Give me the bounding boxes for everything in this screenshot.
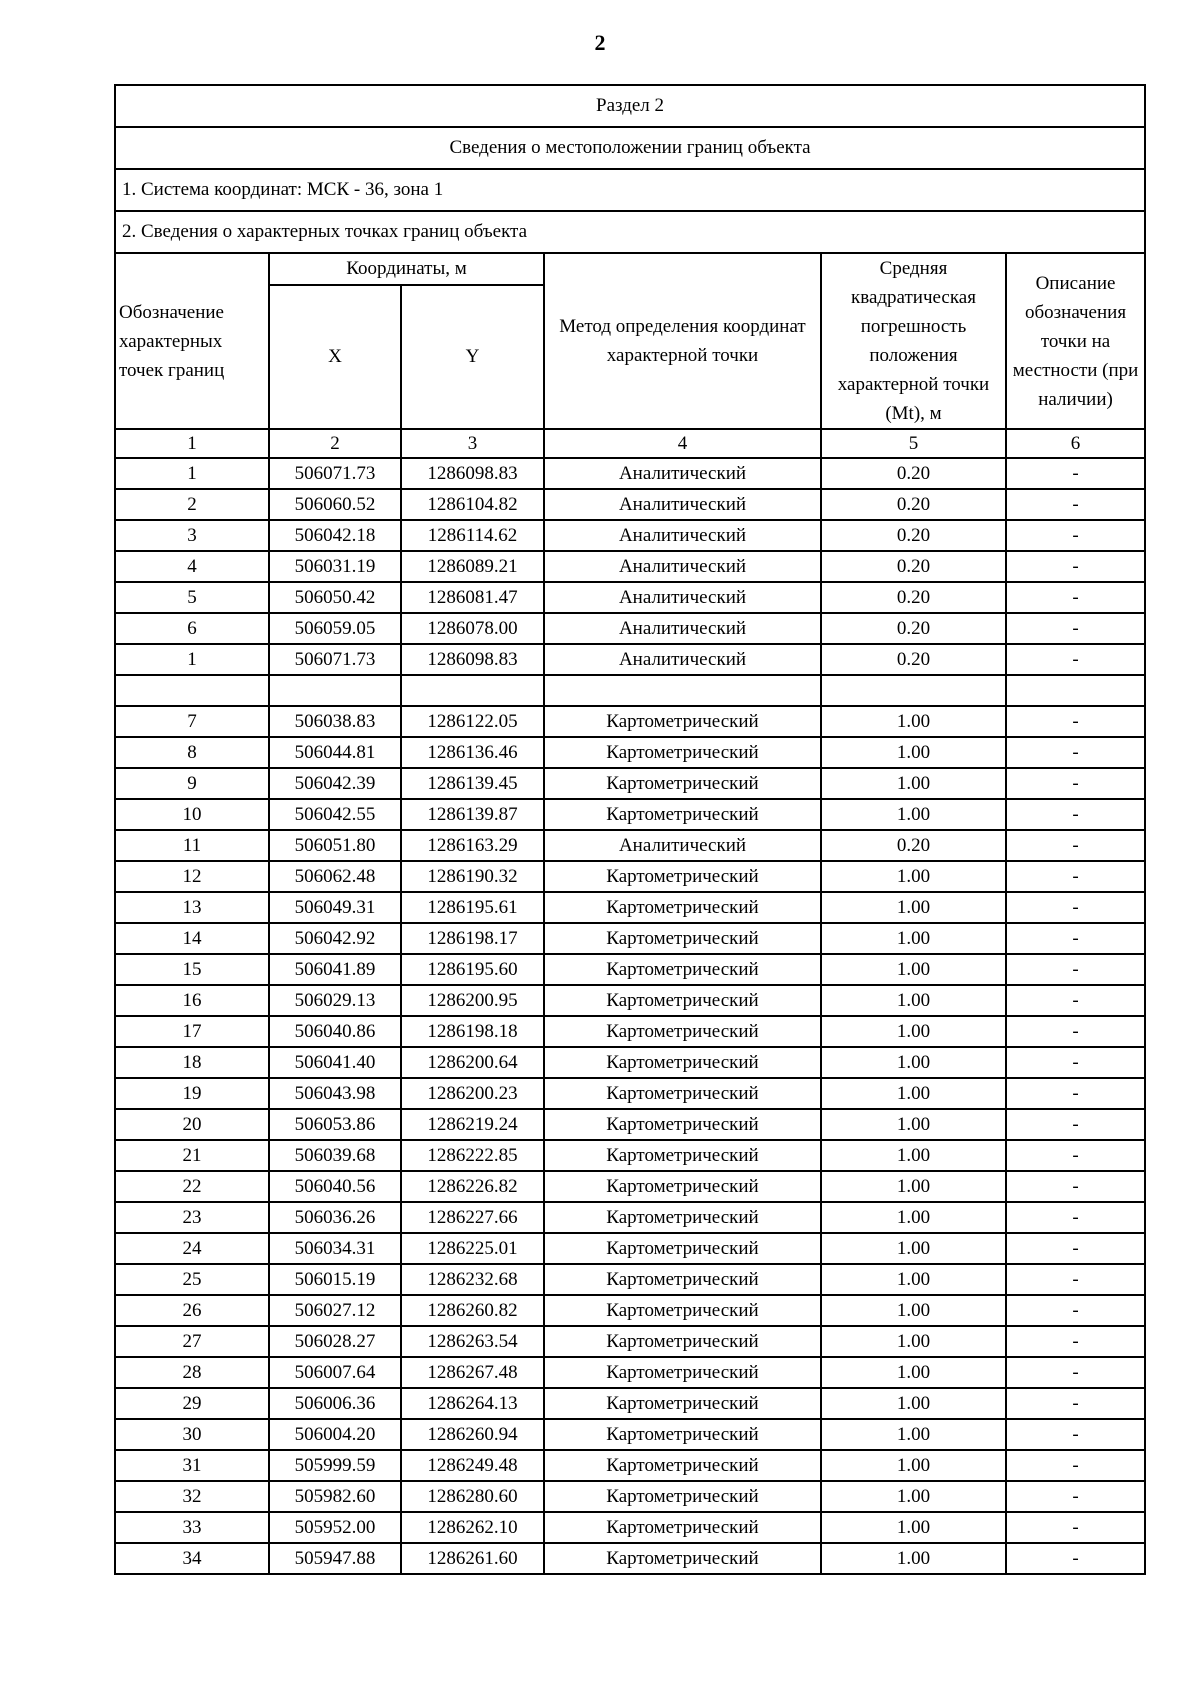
- x-cell: 506031.19: [269, 551, 401, 582]
- description-cell: -: [1006, 582, 1145, 613]
- method-cell: Картометрический: [544, 1202, 821, 1233]
- x-cell: 506042.18: [269, 520, 401, 551]
- point-number-cell: 23: [115, 1202, 269, 1233]
- x-cell: 506029.13: [269, 985, 401, 1016]
- method-cell: Картометрический: [544, 737, 821, 768]
- point-number-cell: 6: [115, 613, 269, 644]
- table-row: [115, 1171, 1145, 1202]
- y-cell: 1286114.62: [401, 520, 544, 551]
- description-cell: -: [1006, 954, 1145, 985]
- x-cell: 506040.86: [269, 1016, 401, 1047]
- error-cell: 0.20: [821, 613, 1006, 644]
- x-cell: 506007.64: [269, 1357, 401, 1388]
- error-cell: 1.00: [821, 1264, 1006, 1295]
- table-row: [115, 1202, 1145, 1233]
- point-number-cell: 16: [115, 985, 269, 1016]
- subsection-title: Сведения о местоположении границ объекта: [115, 127, 1145, 169]
- point-number-cell: 17: [115, 1016, 269, 1047]
- point-number-cell: 30: [115, 1419, 269, 1450]
- table-row: [115, 458, 1145, 489]
- description-cell: -: [1006, 520, 1145, 551]
- error-cell: 0.20: [821, 644, 1006, 675]
- y-cell: 1286089.21: [401, 551, 544, 582]
- point-number-cell: 20: [115, 1109, 269, 1140]
- description-cell: -: [1006, 1233, 1145, 1264]
- y-cell: 1286081.47: [401, 582, 544, 613]
- y-cell: 1286249.48: [401, 1450, 544, 1481]
- x-cell: 506039.68: [269, 1140, 401, 1171]
- y-cell: 1286226.82: [401, 1171, 544, 1202]
- error-cell: 1.00: [821, 1357, 1006, 1388]
- x-cell: 505999.59: [269, 1450, 401, 1481]
- point-number-cell: 28: [115, 1357, 269, 1388]
- description-cell: -: [1006, 985, 1145, 1016]
- y-cell: 1286104.82: [401, 489, 544, 520]
- x-cell: 506041.89: [269, 954, 401, 985]
- description-cell: -: [1006, 1264, 1145, 1295]
- point-number-cell: 26: [115, 1295, 269, 1326]
- method-cell: Картометрический: [544, 954, 821, 985]
- point-number-cell: 14: [115, 923, 269, 954]
- method-cell: Аналитический: [544, 644, 821, 675]
- table-row: [115, 799, 1145, 830]
- error-cell: 1.00: [821, 1233, 1006, 1264]
- table-row: [115, 706, 1145, 737]
- table-row: [115, 1450, 1145, 1481]
- error-cell: 1.00: [821, 737, 1006, 768]
- point-number-cell: 18: [115, 1047, 269, 1078]
- method-cell: Картометрический: [544, 1357, 821, 1388]
- description-cell: -: [1006, 1357, 1145, 1388]
- description-cell: -: [1006, 458, 1145, 489]
- column-number: 6: [1006, 429, 1145, 458]
- description-cell: -: [1006, 1140, 1145, 1171]
- error-cell: 1.00: [821, 706, 1006, 737]
- description-cell: -: [1006, 1295, 1145, 1326]
- x-cell: 506060.52: [269, 489, 401, 520]
- method-cell: Аналитический: [544, 613, 821, 644]
- description-cell: -: [1006, 830, 1145, 861]
- method-cell: Картометрический: [544, 1264, 821, 1295]
- description-cell: -: [1006, 1016, 1145, 1047]
- y-cell: 1286260.94: [401, 1419, 544, 1450]
- description-cell: -: [1006, 1388, 1145, 1419]
- point-number-cell: 1: [115, 644, 269, 675]
- y-cell: 1286200.95: [401, 985, 544, 1016]
- y-cell: 1286139.87: [401, 799, 544, 830]
- method-cell: Картометрический: [544, 861, 821, 892]
- method-cell: Картометрический: [544, 892, 821, 923]
- table-row: [115, 520, 1145, 551]
- x-cell: 506041.40: [269, 1047, 401, 1078]
- table-row: [115, 1543, 1145, 1574]
- empty-cell: [1006, 675, 1145, 706]
- description-cell: -: [1006, 768, 1145, 799]
- point-number-cell: 5: [115, 582, 269, 613]
- x-cell: 506043.98: [269, 1078, 401, 1109]
- description-cell: -: [1006, 1512, 1145, 1543]
- error-cell: 1.00: [821, 1450, 1006, 1481]
- description-cell: -: [1006, 799, 1145, 830]
- y-cell: 1286267.48: [401, 1357, 544, 1388]
- point-number-cell: 32: [115, 1481, 269, 1512]
- error-cell: 1.00: [821, 1512, 1006, 1543]
- description-cell: -: [1006, 1078, 1145, 1109]
- y-cell: 1286263.54: [401, 1326, 544, 1357]
- header-coords: Координаты, м: [269, 253, 544, 285]
- error-cell: 1.00: [821, 1171, 1006, 1202]
- table-row: [115, 923, 1145, 954]
- y-cell: 1286098.83: [401, 644, 544, 675]
- method-cell: Картометрический: [544, 923, 821, 954]
- method-cell: Картометрический: [544, 1450, 821, 1481]
- method-cell: Картометрический: [544, 985, 821, 1016]
- x-cell: 506053.86: [269, 1109, 401, 1140]
- header-description: Описание обозначения точки на местности (при наличии): [1006, 253, 1145, 429]
- error-cell: 1.00: [821, 1016, 1006, 1047]
- point-number-cell: 31: [115, 1450, 269, 1481]
- description-cell: -: [1006, 737, 1145, 768]
- coord-system: 1. Система координат: МСК - 36, зона 1: [115, 169, 1145, 211]
- point-number-cell: 21: [115, 1140, 269, 1171]
- x-cell: 506040.56: [269, 1171, 401, 1202]
- method-cell: Картометрический: [544, 768, 821, 799]
- description-cell: -: [1006, 489, 1145, 520]
- error-cell: 1.00: [821, 1202, 1006, 1233]
- point-number-cell: 19: [115, 1078, 269, 1109]
- x-cell: 506004.20: [269, 1419, 401, 1450]
- error-cell: 1.00: [821, 1140, 1006, 1171]
- header-designation: Обозначение характерных точек границ: [115, 253, 269, 429]
- error-cell: 1.00: [821, 799, 1006, 830]
- description-cell: -: [1006, 1450, 1145, 1481]
- empty-cell: [544, 675, 821, 706]
- error-cell: 1.00: [821, 1295, 1006, 1326]
- description-cell: -: [1006, 644, 1145, 675]
- method-cell: Картометрический: [544, 1140, 821, 1171]
- description-cell: -: [1006, 1047, 1145, 1078]
- description-cell: -: [1006, 613, 1145, 644]
- method-cell: Картометрический: [544, 1047, 821, 1078]
- x-cell: 506036.26: [269, 1202, 401, 1233]
- error-cell: 1.00: [821, 985, 1006, 1016]
- table-row: [115, 892, 1145, 923]
- empty-cell: [115, 675, 269, 706]
- error-cell: 1.00: [821, 1481, 1006, 1512]
- point-number-cell: 3: [115, 520, 269, 551]
- column-number: 3: [401, 429, 544, 458]
- point-number-cell: 25: [115, 1264, 269, 1295]
- boundary-points-table: [114, 84, 1146, 1575]
- table-row: [115, 1233, 1145, 1264]
- page-number: 2: [594, 30, 606, 55]
- method-cell: Картометрический: [544, 1233, 821, 1264]
- y-cell: 1286163.29: [401, 830, 544, 861]
- table-row: [115, 954, 1145, 985]
- point-number-cell: 7: [115, 706, 269, 737]
- error-cell: 1.00: [821, 1047, 1006, 1078]
- x-cell: 506027.12: [269, 1295, 401, 1326]
- table-row: [115, 861, 1145, 892]
- description-cell: -: [1006, 892, 1145, 923]
- x-cell: 505982.60: [269, 1481, 401, 1512]
- method-cell: Аналитический: [544, 551, 821, 582]
- y-cell: 1286225.01: [401, 1233, 544, 1264]
- table-row: [115, 830, 1145, 861]
- header-method: Метод определения координат характерной точки: [544, 253, 821, 429]
- x-cell: 506042.55: [269, 799, 401, 830]
- description-cell: -: [1006, 1171, 1145, 1202]
- point-number-cell: 24: [115, 1233, 269, 1264]
- section-title: Раздел 2: [115, 85, 1145, 127]
- x-cell: 505952.00: [269, 1512, 401, 1543]
- description-cell: -: [1006, 1419, 1145, 1450]
- x-cell: 506049.31: [269, 892, 401, 923]
- y-cell: 1286232.68: [401, 1264, 544, 1295]
- method-cell: Картометрический: [544, 1016, 821, 1047]
- description-cell: -: [1006, 706, 1145, 737]
- method-cell: Картометрический: [544, 1171, 821, 1202]
- description-cell: -: [1006, 1481, 1145, 1512]
- y-cell: 1286219.24: [401, 1109, 544, 1140]
- x-cell: 506071.73: [269, 458, 401, 489]
- point-number-cell: 8: [115, 737, 269, 768]
- x-cell: 506015.19: [269, 1264, 401, 1295]
- table-row: [115, 1140, 1145, 1171]
- table-row: [115, 1078, 1145, 1109]
- x-cell: 506062.48: [269, 861, 401, 892]
- point-number-cell: 22: [115, 1171, 269, 1202]
- header-y: Y: [401, 285, 544, 429]
- method-cell: Картометрический: [544, 1543, 821, 1574]
- method-cell: Картометрический: [544, 1388, 821, 1419]
- method-cell: Картометрический: [544, 1295, 821, 1326]
- error-cell: 1.00: [821, 1543, 1006, 1574]
- description-cell: -: [1006, 861, 1145, 892]
- y-cell: 1286280.60: [401, 1481, 544, 1512]
- table-body: [115, 458, 1145, 1574]
- points-heading: 2. Сведения о характерных точках границ объекта: [115, 211, 1145, 253]
- header-x: X: [269, 285, 401, 429]
- point-number-cell: 13: [115, 892, 269, 923]
- point-number-cell: 15: [115, 954, 269, 985]
- point-number-cell: 4: [115, 551, 269, 582]
- method-cell: Картометрический: [544, 1481, 821, 1512]
- x-cell: 506051.80: [269, 830, 401, 861]
- y-cell: 1286195.60: [401, 954, 544, 985]
- y-cell: 1286261.60: [401, 1543, 544, 1574]
- method-cell: Картометрический: [544, 706, 821, 737]
- table-row: [115, 1512, 1145, 1543]
- point-number-cell: 9: [115, 768, 269, 799]
- y-cell: 1286260.82: [401, 1295, 544, 1326]
- header-error: Средняя квадратическая погрешность положения характерной точки (Mt), м: [821, 253, 1006, 429]
- error-cell: 1.00: [821, 923, 1006, 954]
- empty-separator-row: [115, 675, 1145, 706]
- point-number-cell: 34: [115, 1543, 269, 1574]
- table-row: [115, 985, 1145, 1016]
- point-number-cell: 11: [115, 830, 269, 861]
- error-cell: 0.20: [821, 830, 1006, 861]
- table-row: [115, 1109, 1145, 1140]
- x-cell: 506071.73: [269, 644, 401, 675]
- description-cell: -: [1006, 1109, 1145, 1140]
- table-row: [115, 1264, 1145, 1295]
- x-cell: 506034.31: [269, 1233, 401, 1264]
- error-cell: 0.20: [821, 489, 1006, 520]
- table-row: [115, 644, 1145, 675]
- point-number-cell: 2: [115, 489, 269, 520]
- error-cell: 0.20: [821, 458, 1006, 489]
- error-cell: 1.00: [821, 1388, 1006, 1419]
- point-number-cell: 27: [115, 1326, 269, 1357]
- column-number: 5: [821, 429, 1006, 458]
- table-row: [115, 1047, 1145, 1078]
- method-cell: Аналитический: [544, 582, 821, 613]
- error-cell: 0.20: [821, 520, 1006, 551]
- x-cell: 506042.92: [269, 923, 401, 954]
- description-cell: -: [1006, 1543, 1145, 1574]
- error-cell: 1.00: [821, 768, 1006, 799]
- point-number-cell: 29: [115, 1388, 269, 1419]
- method-cell: Аналитический: [544, 458, 821, 489]
- point-number-cell: 12: [115, 861, 269, 892]
- table-row: [115, 613, 1145, 644]
- y-cell: 1286227.66: [401, 1202, 544, 1233]
- error-cell: 1.00: [821, 861, 1006, 892]
- error-cell: 1.00: [821, 1419, 1006, 1450]
- empty-cell: [401, 675, 544, 706]
- error-cell: 1.00: [821, 892, 1006, 923]
- description-cell: -: [1006, 923, 1145, 954]
- point-number-cell: 1: [115, 458, 269, 489]
- table-row: [115, 768, 1145, 799]
- table-row: [115, 737, 1145, 768]
- method-cell: Картометрический: [544, 1512, 821, 1543]
- method-cell: Аналитический: [544, 520, 821, 551]
- error-cell: 1.00: [821, 954, 1006, 985]
- table-row: [115, 489, 1145, 520]
- y-cell: 1286264.13: [401, 1388, 544, 1419]
- x-cell: 506006.36: [269, 1388, 401, 1419]
- point-number-cell: 33: [115, 1512, 269, 1543]
- y-cell: 1286200.23: [401, 1078, 544, 1109]
- x-cell: 506028.27: [269, 1326, 401, 1357]
- x-cell: 505947.88: [269, 1543, 401, 1574]
- method-cell: Картометрический: [544, 799, 821, 830]
- y-cell: 1286198.17: [401, 923, 544, 954]
- x-cell: 506050.42: [269, 582, 401, 613]
- column-number: 1: [115, 429, 269, 458]
- x-cell: 506038.83: [269, 706, 401, 737]
- table-row: [115, 1326, 1145, 1357]
- error-cell: 1.00: [821, 1326, 1006, 1357]
- method-cell: Аналитический: [544, 489, 821, 520]
- error-cell: 0.20: [821, 551, 1006, 582]
- y-cell: 1286200.64: [401, 1047, 544, 1078]
- y-cell: 1286190.32: [401, 861, 544, 892]
- table-row: [115, 582, 1145, 613]
- x-cell: 506042.39: [269, 768, 401, 799]
- description-cell: -: [1006, 1326, 1145, 1357]
- method-cell: Аналитический: [544, 830, 821, 861]
- description-cell: -: [1006, 1202, 1145, 1233]
- table-row: [115, 1295, 1145, 1326]
- method-cell: Картометрический: [544, 1078, 821, 1109]
- y-cell: 1286098.83: [401, 458, 544, 489]
- method-cell: Картометрический: [544, 1326, 821, 1357]
- method-cell: Картометрический: [544, 1419, 821, 1450]
- error-cell: 1.00: [821, 1109, 1006, 1140]
- y-cell: 1286139.45: [401, 768, 544, 799]
- y-cell: 1286136.46: [401, 737, 544, 768]
- y-cell: 1286262.10: [401, 1512, 544, 1543]
- x-cell: 506059.05: [269, 613, 401, 644]
- y-cell: 1286122.05: [401, 706, 544, 737]
- error-cell: 1.00: [821, 1078, 1006, 1109]
- y-cell: 1286078.00: [401, 613, 544, 644]
- table-row: [115, 1357, 1145, 1388]
- method-cell: Картометрический: [544, 1109, 821, 1140]
- y-cell: 1286195.61: [401, 892, 544, 923]
- point-number-cell: 10: [115, 799, 269, 830]
- table-row: [115, 1481, 1145, 1512]
- error-cell: 0.20: [821, 582, 1006, 613]
- x-cell: 506044.81: [269, 737, 401, 768]
- y-cell: 1286198.18: [401, 1016, 544, 1047]
- column-number: 2: [269, 429, 401, 458]
- description-cell: -: [1006, 551, 1145, 582]
- table-row: [115, 1419, 1145, 1450]
- table-row: [115, 1388, 1145, 1419]
- table-row: [115, 1016, 1145, 1047]
- y-cell: 1286222.85: [401, 1140, 544, 1171]
- table-row: [115, 551, 1145, 582]
- empty-cell: [269, 675, 401, 706]
- empty-cell: [821, 675, 1006, 706]
- column-number: 4: [544, 429, 821, 458]
